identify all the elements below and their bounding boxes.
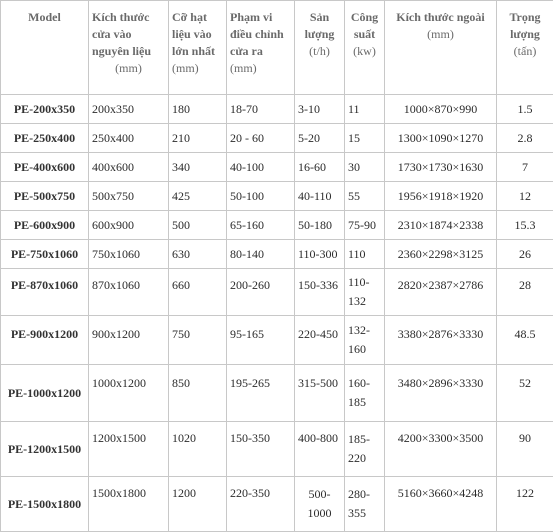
cell-outlet: 40-100 (227, 153, 295, 182)
cell-feed: 850 (169, 365, 227, 422)
cell-feed: 500 (169, 211, 227, 240)
cell-feed: 630 (169, 240, 227, 269)
cell-weight: 15.3 (497, 211, 553, 240)
cell-outlet: 20 - 60 (227, 124, 295, 153)
cell-power: 55 (345, 182, 385, 211)
cell-power: 11 (345, 95, 385, 124)
table-row (1, 316, 553, 365)
cell-weight: 28 (497, 269, 553, 316)
cell-inlet: 1000x1200 (89, 365, 169, 422)
cell-feed: 340 (169, 153, 227, 182)
cell-capacity: 400-800 (295, 422, 345, 477)
cell-feed: 1200 (169, 477, 227, 532)
cell-model: PE-200x350 (1, 95, 89, 124)
cell-feed: 1020 (169, 422, 227, 477)
header-capacity: Sản lượng (t/h) (295, 1, 345, 95)
cell-outlet: 95-165 (227, 316, 295, 365)
cell-weight: 52 (497, 365, 553, 422)
table-row (1, 269, 553, 316)
cell-model: PE-1000x1200 (1, 365, 89, 422)
cell-weight: 48.5 (497, 316, 553, 365)
cell-dimensions: 4200×3300×3500 (385, 422, 497, 477)
cell-power: 75-90 (345, 211, 385, 240)
header-weight: Trọng lượng (tấn) (497, 1, 553, 95)
cell-capacity: 150-336 (295, 269, 345, 316)
cell-feed: 660 (169, 269, 227, 316)
cell-power: 132-160 (345, 316, 385, 365)
cell-power: 30 (345, 153, 385, 182)
header-power: Công suất (kw) (345, 1, 385, 95)
cell-outlet: 50-100 (227, 182, 295, 211)
cell-outlet: 220-350 (227, 477, 295, 532)
cell-power: 280-355 (345, 477, 385, 532)
table-header (1, 1, 553, 95)
cell-outlet: 65-160 (227, 211, 295, 240)
cell-model: PE-870x1060 (1, 269, 89, 316)
cell-model: PE-500x750 (1, 182, 89, 211)
cell-weight: 122 (497, 477, 553, 532)
cell-outlet: 200-260 (227, 269, 295, 316)
header-dimensions: Kích thước ngoài (mm) (385, 1, 497, 95)
cell-dimensions: 1956×1918×1920 (385, 182, 497, 211)
cell-capacity: 3-10 (295, 95, 345, 124)
cell-weight: 90 (497, 422, 553, 477)
cell-weight: 1.5 (497, 95, 553, 124)
header-row (1, 1, 553, 95)
cell-power: 15 (345, 124, 385, 153)
cell-model: PE-750x1060 (1, 240, 89, 269)
cell-inlet: 1200x1500 (89, 422, 169, 477)
cell-outlet: 150-350 (227, 422, 295, 477)
cell-outlet: 195-265 (227, 365, 295, 422)
table-row (1, 153, 553, 182)
table-body (1, 95, 553, 532)
table-row (1, 365, 553, 422)
cell-inlet: 600x900 (89, 211, 169, 240)
cell-dimensions: 2360×2298×3125 (385, 240, 497, 269)
cell-inlet: 500x750 (89, 182, 169, 211)
cell-inlet: 250x400 (89, 124, 169, 153)
cell-inlet: 1500x1800 (89, 477, 169, 532)
cell-weight: 26 (497, 240, 553, 269)
cell-inlet: 870x1060 (89, 269, 169, 316)
table-row (1, 211, 553, 240)
cell-dimensions: 2820×2387×2786 (385, 269, 497, 316)
header-outlet-range: Phạm vi điều chỉnh cửa ra (mm) (227, 1, 295, 95)
cell-model: PE-1200x1500 (1, 422, 89, 477)
table-row (1, 422, 553, 477)
cell-feed: 180 (169, 95, 227, 124)
cell-capacity: 500-1000 (295, 477, 345, 532)
header-model: Model (1, 1, 89, 95)
cell-power: 185-220 (345, 422, 385, 477)
table-row (1, 95, 553, 124)
cell-dimensions: 3380×2876×3330 (385, 316, 497, 365)
cell-inlet: 200x350 (89, 95, 169, 124)
cell-feed: 425 (169, 182, 227, 211)
cell-capacity: 16-60 (295, 153, 345, 182)
cell-dimensions: 2310×1874×2338 (385, 211, 497, 240)
cell-dimensions: 1000×870×990 (385, 95, 497, 124)
cell-power: 160-185 (345, 365, 385, 422)
cell-capacity: 40-110 (295, 182, 345, 211)
cell-capacity: 50-180 (295, 211, 345, 240)
cell-outlet: 80-140 (227, 240, 295, 269)
cell-model: PE-1500x1800 (1, 477, 89, 532)
cell-capacity: 110-300 (295, 240, 345, 269)
cell-dimensions: 1730×1730×1630 (385, 153, 497, 182)
cell-weight: 7 (497, 153, 553, 182)
cell-model: PE-250x400 (1, 124, 89, 153)
cell-capacity: 315-500 (295, 365, 345, 422)
cell-model: PE-900x1200 (1, 316, 89, 365)
table-row (1, 240, 553, 269)
cell-power: 110-132 (345, 269, 385, 316)
cell-feed: 750 (169, 316, 227, 365)
cell-capacity: 220-450 (295, 316, 345, 365)
header-max-feed: Cỡ hạt liệu vào lớn nhất (mm) (169, 1, 227, 95)
cell-weight: 2.8 (497, 124, 553, 153)
cell-power: 110 (345, 240, 385, 269)
table-row (1, 182, 553, 211)
cell-model: PE-400x600 (1, 153, 89, 182)
cell-inlet: 900x1200 (89, 316, 169, 365)
header-inlet-size: Kích thước cửa vào nguyên liệu (mm) (89, 1, 169, 95)
cell-feed: 210 (169, 124, 227, 153)
cell-dimensions: 1300×1090×1270 (385, 124, 497, 153)
table-row (1, 477, 553, 532)
cell-dimensions: 3480×2896×3330 (385, 365, 497, 422)
cell-inlet: 750x1060 (89, 240, 169, 269)
cell-outlet: 18-70 (227, 95, 295, 124)
table-row (1, 124, 553, 153)
cell-capacity: 5-20 (295, 124, 345, 153)
cell-weight: 12 (497, 182, 553, 211)
cell-model: PE-600x900 (1, 211, 89, 240)
cell-inlet: 400x600 (89, 153, 169, 182)
cell-dimensions: 5160×3660×4248 (385, 477, 497, 532)
